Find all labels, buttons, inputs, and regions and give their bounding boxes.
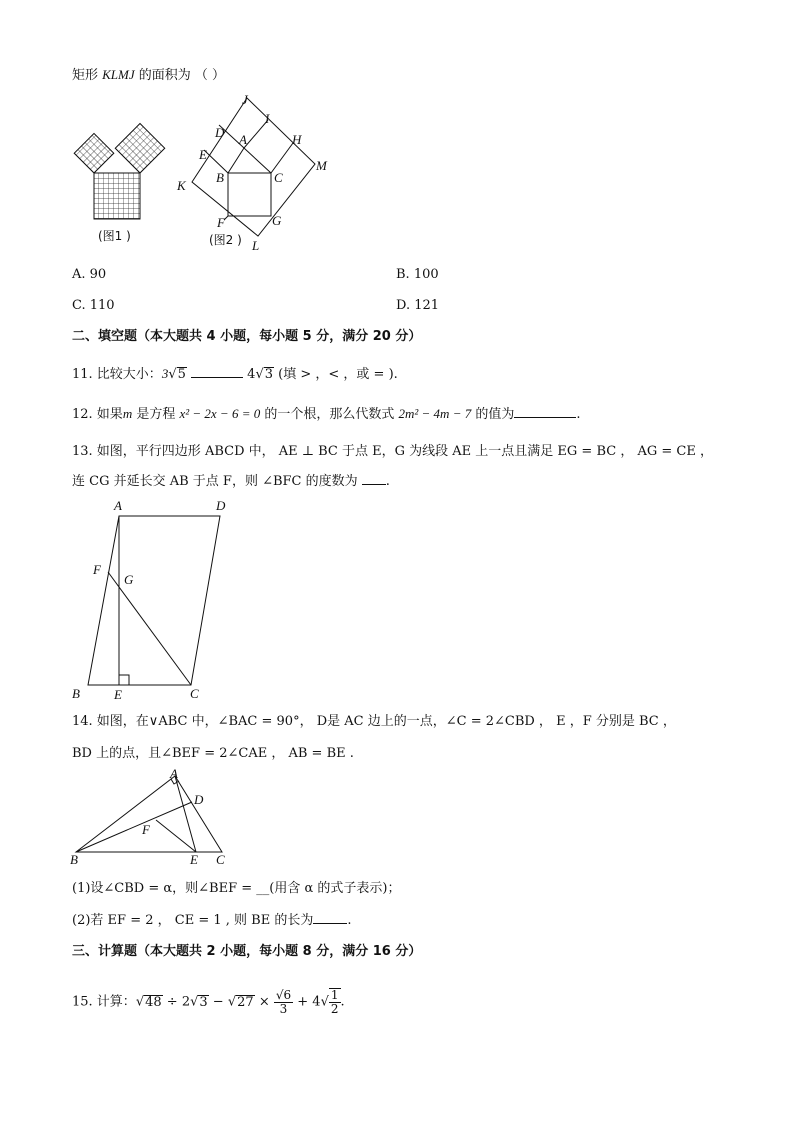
- q11-suffix: (填 > ，< ，或 = ).: [278, 367, 398, 382]
- q15-radicand-1: 48: [145, 994, 162, 1010]
- label-F: F: [142, 822, 150, 837]
- segment-ae: [175, 776, 196, 852]
- q11-radicand-b: 3: [264, 367, 274, 382]
- q12-end: .: [576, 407, 581, 422]
- q15: 15. 计算：√48 ÷ 2√3 − √27 × $\frac{√6}{3}$ + 4√ $\frac{1}{2}$ .: [72, 987, 345, 1016]
- label-B: B: [216, 170, 224, 185]
- q10-figure1: [68, 118, 168, 248]
- segment-bd: [76, 802, 192, 852]
- q10-stem-var: KLMJ: [102, 67, 135, 82]
- q11-answer-blank[interactable]: [191, 365, 243, 378]
- q14-figure: [68, 768, 248, 868]
- rect-klmj: [192, 98, 315, 236]
- fig1-left-square: [74, 133, 114, 173]
- q15-half-num: 1: [330, 988, 339, 1002]
- label-C: C: [190, 686, 199, 701]
- q15-op4: + 4: [293, 994, 321, 1010]
- label-G: G: [124, 572, 134, 587]
- fig1-big-square: [94, 173, 140, 219]
- q12-answer-blank[interactable]: [514, 405, 576, 418]
- q10-stem: [72, 66, 225, 85]
- q14-sub2-end: .: [347, 913, 352, 928]
- label-E: E: [190, 852, 198, 867]
- q13-line2-end: .: [385, 474, 390, 489]
- triangle-abc: [76, 776, 222, 852]
- square-bcgf: [228, 173, 271, 216]
- q10-stem-prefix: 矩形: [72, 68, 103, 83]
- q15-half-fraction: [329, 988, 341, 1016]
- q14-sub2-text: (2)若 EF = 2 ， CE = 1 , 则 BE 的长为: [72, 913, 314, 928]
- q12-middle: 是方程: [132, 407, 180, 422]
- right-angle-mark: [119, 675, 129, 685]
- q15-prefix: 15. 计算：: [72, 994, 136, 1010]
- q15-frac-num: √6: [275, 987, 292, 1002]
- label-C: C: [216, 852, 225, 867]
- q12-equation: x² − 2x − 6 = 0: [179, 406, 261, 421]
- q13-line2: [72, 472, 390, 491]
- q12-suffix: 的值为: [471, 407, 515, 422]
- q15-fraction: [274, 989, 293, 1016]
- label-H: H: [292, 132, 302, 147]
- parallelogram-abcd: [88, 516, 220, 685]
- q11-radicand-a: 5: [177, 367, 186, 382]
- q14-line1: 14. 如图，在∨ABC 中，∠BAC = 90°， D是 AC 边上的一点，∠C = 2∠CBD ， E ，F 分别是 BC ，: [72, 714, 676, 729]
- q10-option-c: C. 110: [72, 298, 115, 313]
- q10-option-a: A. 90: [72, 267, 107, 282]
- q15-end: .: [340, 994, 345, 1010]
- q12-expression: 2m² − 4m − 7: [398, 406, 472, 421]
- fig1-caption: (图1 ): [98, 229, 131, 243]
- q10-option-b: B. 100: [396, 267, 439, 282]
- segment-fc: [108, 572, 191, 685]
- q15-op2: −: [208, 994, 228, 1010]
- q11-prefix: 11. 比较大小：: [72, 367, 162, 382]
- q13-line1: 13. 如图，平行四边形 ABCD 中， AE ⊥ BC 于点 E，G 为线段 AE 上一点且满足 EG = BC ， AG = CE ，: [72, 444, 713, 459]
- label-D: D: [215, 125, 225, 140]
- label-A: A: [239, 132, 247, 147]
- label-A: A: [170, 766, 178, 781]
- q13-figure: [66, 496, 266, 706]
- label-F: F: [93, 562, 101, 577]
- label-E: E: [114, 687, 122, 702]
- triangle-lines: [228, 148, 271, 173]
- section2-heading: 二、填空题（本大题共 4 小题，每小题 5 分，满分 20 分）: [72, 329, 422, 344]
- q14-sub2: [72, 911, 351, 930]
- q15-frac-den: 3: [279, 1001, 288, 1016]
- label-F: F: [217, 215, 225, 230]
- q14-line2: BD 上的点，且∠BEF = 2∠CAE ， AB = BE .: [72, 746, 354, 761]
- q13-answer-blank[interactable]: [362, 472, 386, 485]
- label-M: M: [316, 158, 327, 173]
- label-L: L: [252, 238, 260, 253]
- label-I: I: [265, 111, 270, 126]
- q13-line2-text: 连 CG 并延长交 AB 于点 F，则 ∠BFC 的度数为: [72, 474, 362, 489]
- q11-coef-b: 4: [247, 367, 256, 382]
- section3-heading: 三、计算题（本大题共 2 小题，每小题 8 分，满分 16 分）: [72, 944, 422, 959]
- label-B: B: [72, 686, 80, 701]
- q10-stem-suffix: 的面积为 （ ）: [134, 68, 226, 83]
- q15-op1: ÷ 2: [162, 994, 191, 1010]
- fig2-caption: (图2 ): [209, 233, 242, 247]
- segment-fe: [156, 820, 196, 852]
- q12-prefix: 12. 如果: [72, 407, 123, 422]
- q11: 11. 比较大小：3√5 4√3 (填 > ，< ，或 = ).: [72, 366, 398, 382]
- label-G: G: [272, 213, 282, 228]
- q10-figure2: [172, 92, 342, 262]
- q12-var-m: m: [122, 406, 133, 421]
- q15-op3: ×: [254, 994, 274, 1010]
- q11-coef-a: 3: [161, 366, 169, 381]
- q10-option-d: D. 121: [396, 298, 440, 313]
- label-D: D: [216, 498, 226, 513]
- label-K: K: [177, 178, 186, 193]
- q12: [72, 405, 581, 424]
- label-A: A: [114, 498, 122, 513]
- q15-half-den: 2: [330, 1002, 339, 1016]
- label-J: J: [242, 92, 248, 107]
- q15-radicand-3: 27: [237, 994, 254, 1010]
- fig1-right-square: [115, 124, 164, 173]
- label-D: D: [194, 792, 204, 807]
- q14-sub1: (1)设∠CBD = α，则∠BEF = __(用含 α 的式子表示)；: [72, 881, 401, 896]
- q14-answer-blank[interactable]: [313, 911, 347, 924]
- label-B: B: [70, 852, 78, 867]
- label-E: E: [199, 147, 207, 162]
- q12-middle2: 的一个根，那么代数式: [260, 407, 399, 422]
- q15-radicand-2: 3: [199, 994, 208, 1010]
- label-C: C: [274, 170, 283, 185]
